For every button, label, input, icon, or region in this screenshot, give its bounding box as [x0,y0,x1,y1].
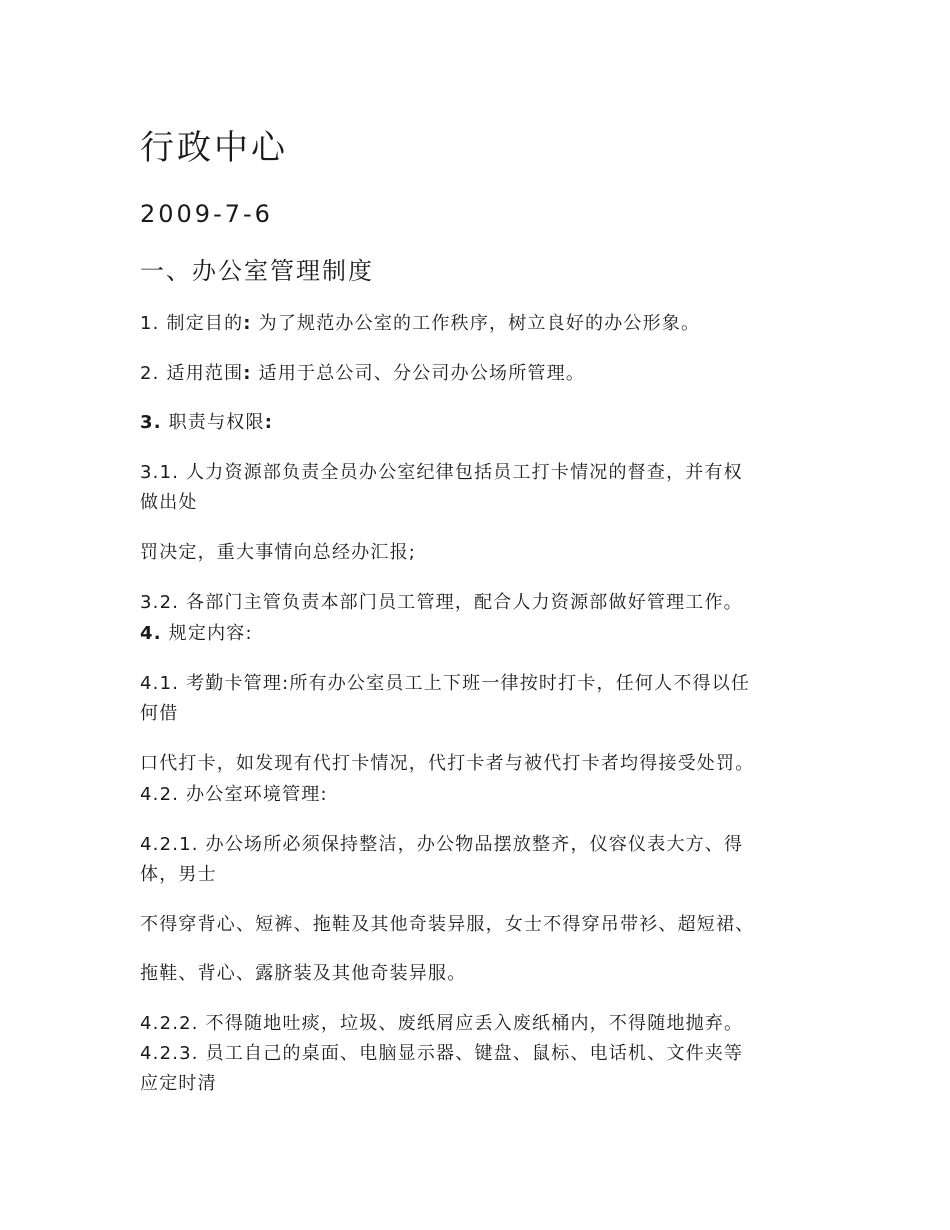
paragraph-1 [140,312,700,336]
paragraph-2-colon: : [243,363,252,384]
paragraph-3-text: 职责与权限 [161,412,265,433]
section-heading: 一、办公室管理制度 [140,257,374,285]
paragraph-3-1-line-2: 做出处 [140,492,198,513]
paragraph-3-number: 3. [140,412,162,433]
paragraph-1-colon: : [243,313,252,334]
document-title: 行政中心 [140,128,288,168]
document-date: 2009-7-6 [140,200,273,228]
paragraph-4-2-1-line-4: 拖鞋、背心、露脐装及其他奇装异服。 [140,963,467,984]
paragraph-4-2-3-line-2: 应定时清 [140,1073,217,1094]
paragraph-4-1-line-1: 4.1. 考勤卡管理:所有办公室员工上下班一律按时打卡，任何人不得以任 [140,673,751,694]
paragraph-1-text: 为了规范办公室的工作秩序，树立良好的办公形象。 [251,313,701,334]
paragraph-4-2-2: 4.2.2. 不得随地吐痰，垃圾、废纸屑应丢入废纸桶内，不得随地抛弃。 [140,1013,744,1034]
paragraph-4-text: 规定内容: [161,623,253,644]
paragraph-1-number: 1. 制定目的 [140,313,244,334]
paragraph-3-1-line-1: 3.1. 人力资源部负责全员办公室纪律包括员工打卡情况的督查，并有权 [140,462,743,483]
paragraph-2 [140,362,585,386]
paragraph-3-colon: : [264,412,274,433]
paragraph-3-2: 3.2. 各部门主管负责本部门员工管理，配合人力资源部做好管理工作。 [140,592,743,613]
paragraph-2-text: 适用于总公司、分公司办公场所管理。 [251,363,586,384]
paragraph-2-number: 2. 适用范围 [140,363,244,384]
paragraph-4-2-3-line-1: 4.2.3. 员工自己的桌面、电脑显示器、键盘、鼠标、电话机、文件夹等 [140,1043,744,1064]
paragraph-4-2-1-line-3: 不得穿背心、短裤、拖鞋及其他奇装异服，女士不得穿吊带衫、超短裙、 [140,914,755,935]
paragraph-4 [140,622,253,646]
paragraph-4-2-1-line-1: 4.2.1. 办公场所必须保持整洁，办公物品摆放整齐，仪容仪表大方、得 [140,834,744,855]
paragraph-4-number: 4. [140,623,162,644]
paragraph-3-1-line-3: 罚决定，重大事情向总经办汇报; [140,542,417,563]
paragraph-4-2: 4.2. 办公室环境管理: [140,784,328,805]
paragraph-4-1-line-2: 何借 [140,703,179,724]
paragraph-3 [140,411,273,435]
paragraph-4-1-line-3: 口代打卡，如发现有代打卡情况，代打卡者与被代打卡者均得接受处罚。 [140,753,755,774]
paragraph-4-2-1-line-2: 体，男士 [140,864,217,885]
